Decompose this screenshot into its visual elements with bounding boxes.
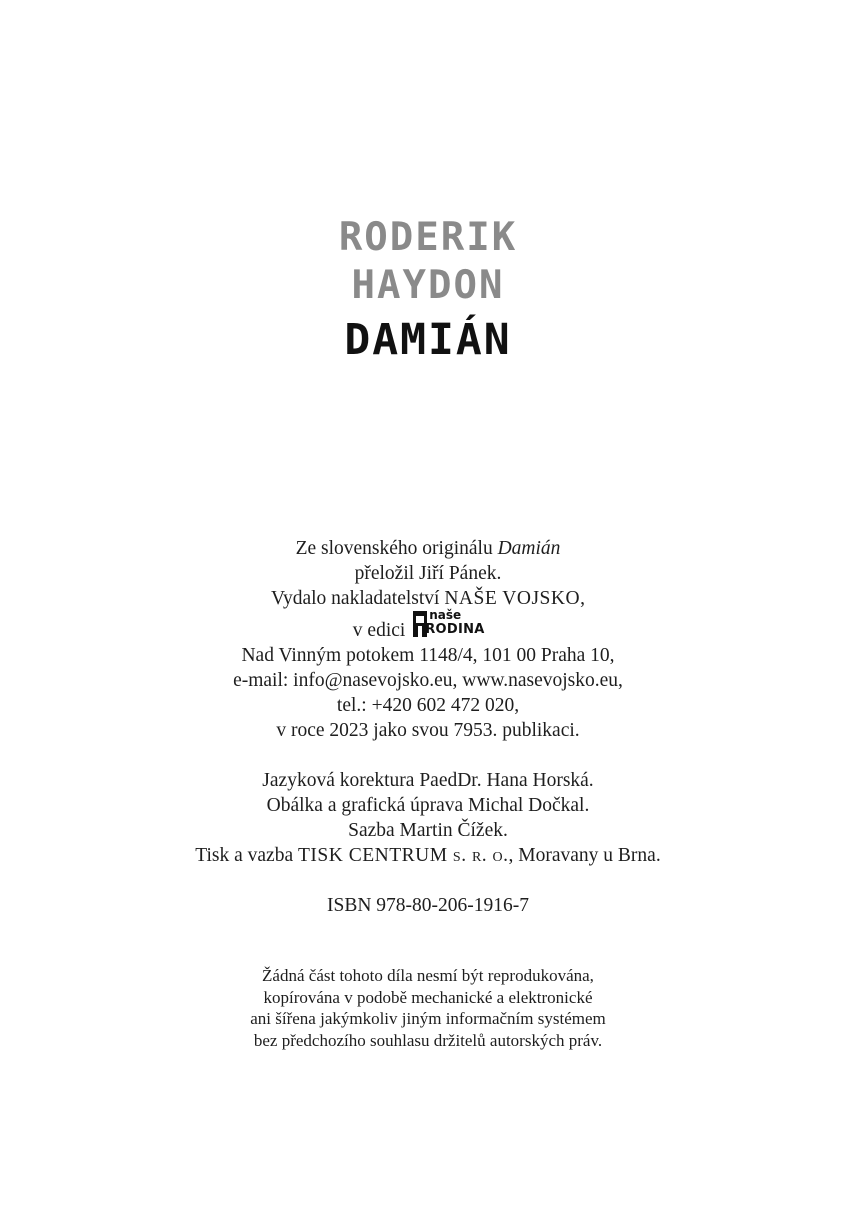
typesetting-line: Sazba Martin Čížek. bbox=[348, 820, 508, 841]
year-line: v roce 2023 jako svou 7953. publikaci. bbox=[276, 720, 580, 741]
isbn-line: ISBN 978-80-206-1916-7 bbox=[326, 895, 530, 916]
notice-line: Žádná část tohoto díla nesmí být reprodukována, bbox=[262, 966, 594, 985]
publisher-line bbox=[0, 586, 856, 611]
publisher-name: NAŠE VOJSKO bbox=[444, 588, 581, 609]
address-line: Nad Vinným potokem 1148/4, 101 00 Praha 10, bbox=[241, 645, 615, 666]
publisher-suffix: , bbox=[580, 588, 585, 609]
author-first-name: RODERIK bbox=[338, 215, 518, 260]
publisher-prefix: Vydalo nakladatelství bbox=[271, 588, 445, 609]
print-suffix: , Moravany u Brna. bbox=[508, 845, 661, 866]
edition-line bbox=[0, 608, 856, 643]
notice-line: bez předchozího souhlasu držitelů autorských práv. bbox=[253, 1030, 603, 1050]
title-block bbox=[0, 214, 856, 368]
edition-prefix: v edici bbox=[352, 620, 411, 641]
original-title: Damián bbox=[497, 538, 561, 559]
author-last-name: HAYDON bbox=[351, 263, 505, 308]
original-line bbox=[0, 536, 856, 561]
notice-line: kopírována v podobě mechanické a elektronické bbox=[263, 987, 593, 1007]
print-company: TISK CENTRUM s. r. o. bbox=[298, 845, 509, 866]
original-prefix: Ze slovenského originálu bbox=[295, 538, 498, 559]
logo-bottom-text: RODINA bbox=[425, 622, 485, 637]
logo-top-text: naše bbox=[429, 608, 462, 622]
print-prefix: Tisk a vazba bbox=[195, 845, 298, 866]
spacer bbox=[0, 868, 856, 893]
nase-rodina-logo bbox=[413, 608, 503, 639]
translator-line: přeložil Jiří Pánek. bbox=[354, 563, 502, 584]
proofreading-line: Jazyková korektura PaedDr. Hana Horská. bbox=[262, 770, 594, 791]
colophon bbox=[0, 536, 856, 918]
phone-line: tel.: +420 602 472 020, bbox=[336, 695, 520, 716]
email-web-line: e-mail: info@nasevojsko.eu, www.nasevojsko.eu, bbox=[233, 670, 623, 691]
book-title: DAMIÁN bbox=[344, 315, 512, 365]
notice-line: ani šířena jakýmkoliv jiným informačním systémem bbox=[250, 1009, 606, 1028]
print-line bbox=[0, 843, 856, 868]
cover-design-line: Obálka a grafická úprava Michal Dočkal. bbox=[266, 795, 590, 816]
copyright-notice bbox=[0, 965, 856, 1051]
spacer bbox=[0, 743, 856, 768]
